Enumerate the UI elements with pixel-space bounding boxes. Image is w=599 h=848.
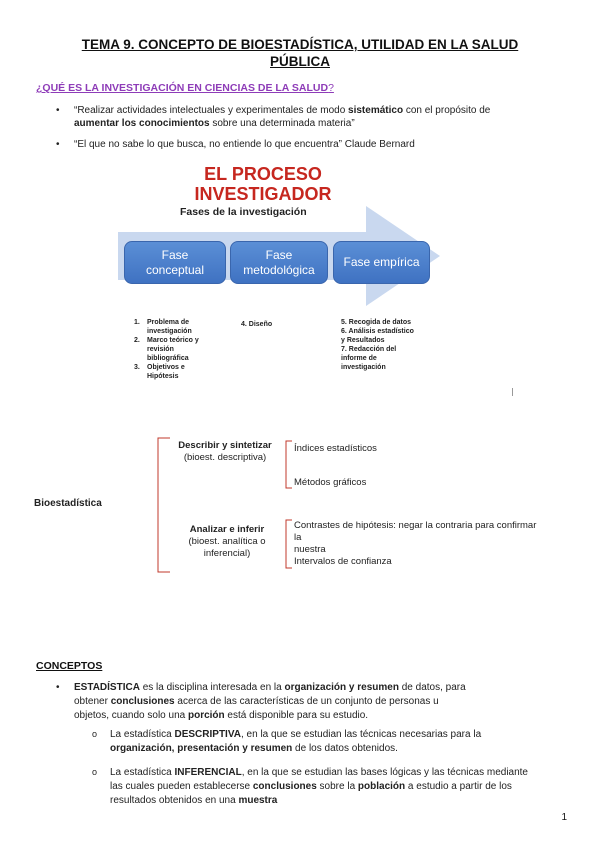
inferencial-bold-4: muestra xyxy=(238,795,278,806)
phase3-label: Fase empírica xyxy=(343,255,420,269)
estadistica-bullet xyxy=(56,681,546,723)
bio-root-label: Bioestadística xyxy=(34,498,102,509)
phase2-line-2: metodológica xyxy=(243,262,315,277)
estadistica-text-5: objetos, cuando solo una xyxy=(74,710,188,721)
process-title-line-1: EL PROCESO xyxy=(204,164,322,184)
leaf-indices: Índices estadísticos xyxy=(294,443,377,454)
list-number: 2. xyxy=(134,337,140,344)
question-heading-mark: ? xyxy=(328,82,334,94)
question-heading xyxy=(36,82,334,94)
descriptiva-bold-1: DESCRIPTIVA xyxy=(174,729,241,740)
estadistica-text-3: obtener xyxy=(74,696,111,707)
phase-empirical-box xyxy=(333,241,430,284)
leaf-contrastes-line-1: Contrastes de hipótesis: negar la contraria para confirmar la xyxy=(294,520,537,543)
inferencial-text-5: a estudio a partir de los xyxy=(405,781,512,792)
bullet1-text-3: sobre una determinada materia” xyxy=(209,118,355,129)
list-line: 6. Análisis estadístico xyxy=(341,328,414,335)
leaf-intervalos: Intervalos de confianza xyxy=(294,556,392,567)
branch2-bracket xyxy=(286,520,292,568)
list-text: Objetivos e Hipótesis xyxy=(147,364,185,380)
phase2-list: 4. Diseño xyxy=(241,321,273,328)
estadistica-text-4: acerca de las características de un conjunto de personas u xyxy=(174,696,439,707)
list-number: 3. xyxy=(134,364,140,371)
phase1-line-2: conceptual xyxy=(145,262,205,277)
leaf-contrastes xyxy=(294,520,544,556)
list-line: investigación xyxy=(341,364,386,371)
sub-bullet-circle: o xyxy=(92,767,98,777)
bio-branch-inferential xyxy=(172,524,282,560)
descriptiva-text-1: La estadística xyxy=(110,729,175,740)
descriptiva-bold-2: organización, presentación y resumen xyxy=(110,743,293,754)
phase-methodological-box xyxy=(230,241,328,284)
inferencial-text-4: sobre la xyxy=(316,781,358,792)
bullet-definition xyxy=(56,104,556,132)
list-item xyxy=(134,363,214,381)
phase1-line-1: Fase xyxy=(161,247,189,262)
inferencial-bold-3: población xyxy=(357,781,406,792)
bullet2-text: “El que no sabe lo que busca, no entiende lo que encuentra” Claude Bernard xyxy=(74,139,415,150)
bullet-dot: • xyxy=(56,139,60,150)
estadistica-bold-1: organización y resumen xyxy=(284,682,399,693)
title-line-2: PÚBLICA xyxy=(270,54,330,69)
leaf-metodos-graficos: Métodos gráficos xyxy=(294,477,367,488)
list-item xyxy=(134,318,214,336)
branch1-subtitle: (bioest. descriptiva) xyxy=(183,452,267,463)
inferencial-bold-1: INFERENCIAL xyxy=(174,767,242,778)
branch2-subtitle-2: inferencial) xyxy=(203,548,251,559)
estadistica-text-2: de datos, para xyxy=(398,682,466,693)
inferencial-bold-2: conclusiones xyxy=(252,781,317,792)
inferencial-text-3: las cuales pueden establecerse xyxy=(110,781,253,792)
phase3-list xyxy=(341,318,431,372)
question-heading-text: ¿QUÉ ES LA INVESTIGACIÓN EN CIENCIAS DE LA SALUD xyxy=(36,82,329,94)
list-line: 7. Redacción del xyxy=(341,346,397,353)
estadistica-term: ESTADÍSTICA xyxy=(74,682,140,693)
sub-bullet-circle: o xyxy=(92,729,98,739)
branch2-title: Analizar e inferir xyxy=(189,524,265,535)
bullet-dot: • xyxy=(56,105,60,116)
inferencial-subbullet xyxy=(92,766,562,808)
leaf-contrastes-line-2: nuestra xyxy=(294,544,326,555)
bullet-quote xyxy=(56,138,556,152)
inferencial-text-2: , en la que se estudian las bases lógicas y las técnicas mediante xyxy=(241,767,528,778)
phase-conceptual-box xyxy=(124,241,226,284)
list-text: Marco teórico y revisión bibliográfica xyxy=(147,337,199,362)
inferencial-text-1: La estadística xyxy=(110,767,175,778)
estadistica-bold-3: porción xyxy=(187,710,225,721)
title-line-1: TEMA 9. CONCEPTO DE BIOESTADÍSTICA, UTILIDAD EN LA SALUD xyxy=(81,37,519,52)
phase1-list xyxy=(134,318,214,381)
estadistica-text-1: es la disciplina interesada en la xyxy=(139,682,285,693)
page-number: 1 xyxy=(561,812,567,823)
descriptiva-subbullet xyxy=(92,728,552,756)
descriptiva-text-2: , en la que se estudian las técnicas necesarias para la xyxy=(240,729,482,740)
phase2-line-1: Fase xyxy=(265,247,293,262)
bullet1-bold-1: sistemático xyxy=(348,105,404,116)
list-line: 5. Recogida de datos xyxy=(341,319,412,326)
list-line: informe de xyxy=(341,355,377,362)
bullet-dot: • xyxy=(56,682,60,693)
conceptos-heading: CONCEPTOS xyxy=(36,660,103,672)
main-bracket xyxy=(158,438,170,572)
estadistica-bold-2: conclusiones xyxy=(110,696,175,707)
process-title-line-2: INVESTIGADOR xyxy=(194,184,332,204)
branch2-subtitle-1: (bioest. analítica o xyxy=(188,536,266,547)
process-title xyxy=(188,164,338,204)
list-item xyxy=(134,336,214,363)
page-title xyxy=(60,36,540,70)
list-line: y Resultados xyxy=(341,337,385,344)
bullet1-text-2: con el propósito de xyxy=(403,105,491,116)
branch1-bracket xyxy=(286,441,292,488)
branch1-title: Describir y sintetizar xyxy=(178,440,272,451)
inferencial-text-6: resultados obtenidos en una xyxy=(110,795,239,806)
bullet1-text-1: “Realizar actividades intelectuales y experimentales de modo xyxy=(74,105,349,116)
list-text: Problema de investigación xyxy=(147,319,192,335)
list-number: 1. xyxy=(134,319,140,326)
phases-subtitle: Fases de la investigación xyxy=(180,206,307,218)
bio-branch-descriptive xyxy=(170,440,280,464)
descriptiva-text-3: de los datos obtenidos. xyxy=(292,743,398,754)
divider-tick xyxy=(512,388,513,396)
bullet1-bold-2: aumentar los conocimientos xyxy=(74,118,210,129)
estadistica-text-6: está disponible para su estudio. xyxy=(224,710,369,721)
